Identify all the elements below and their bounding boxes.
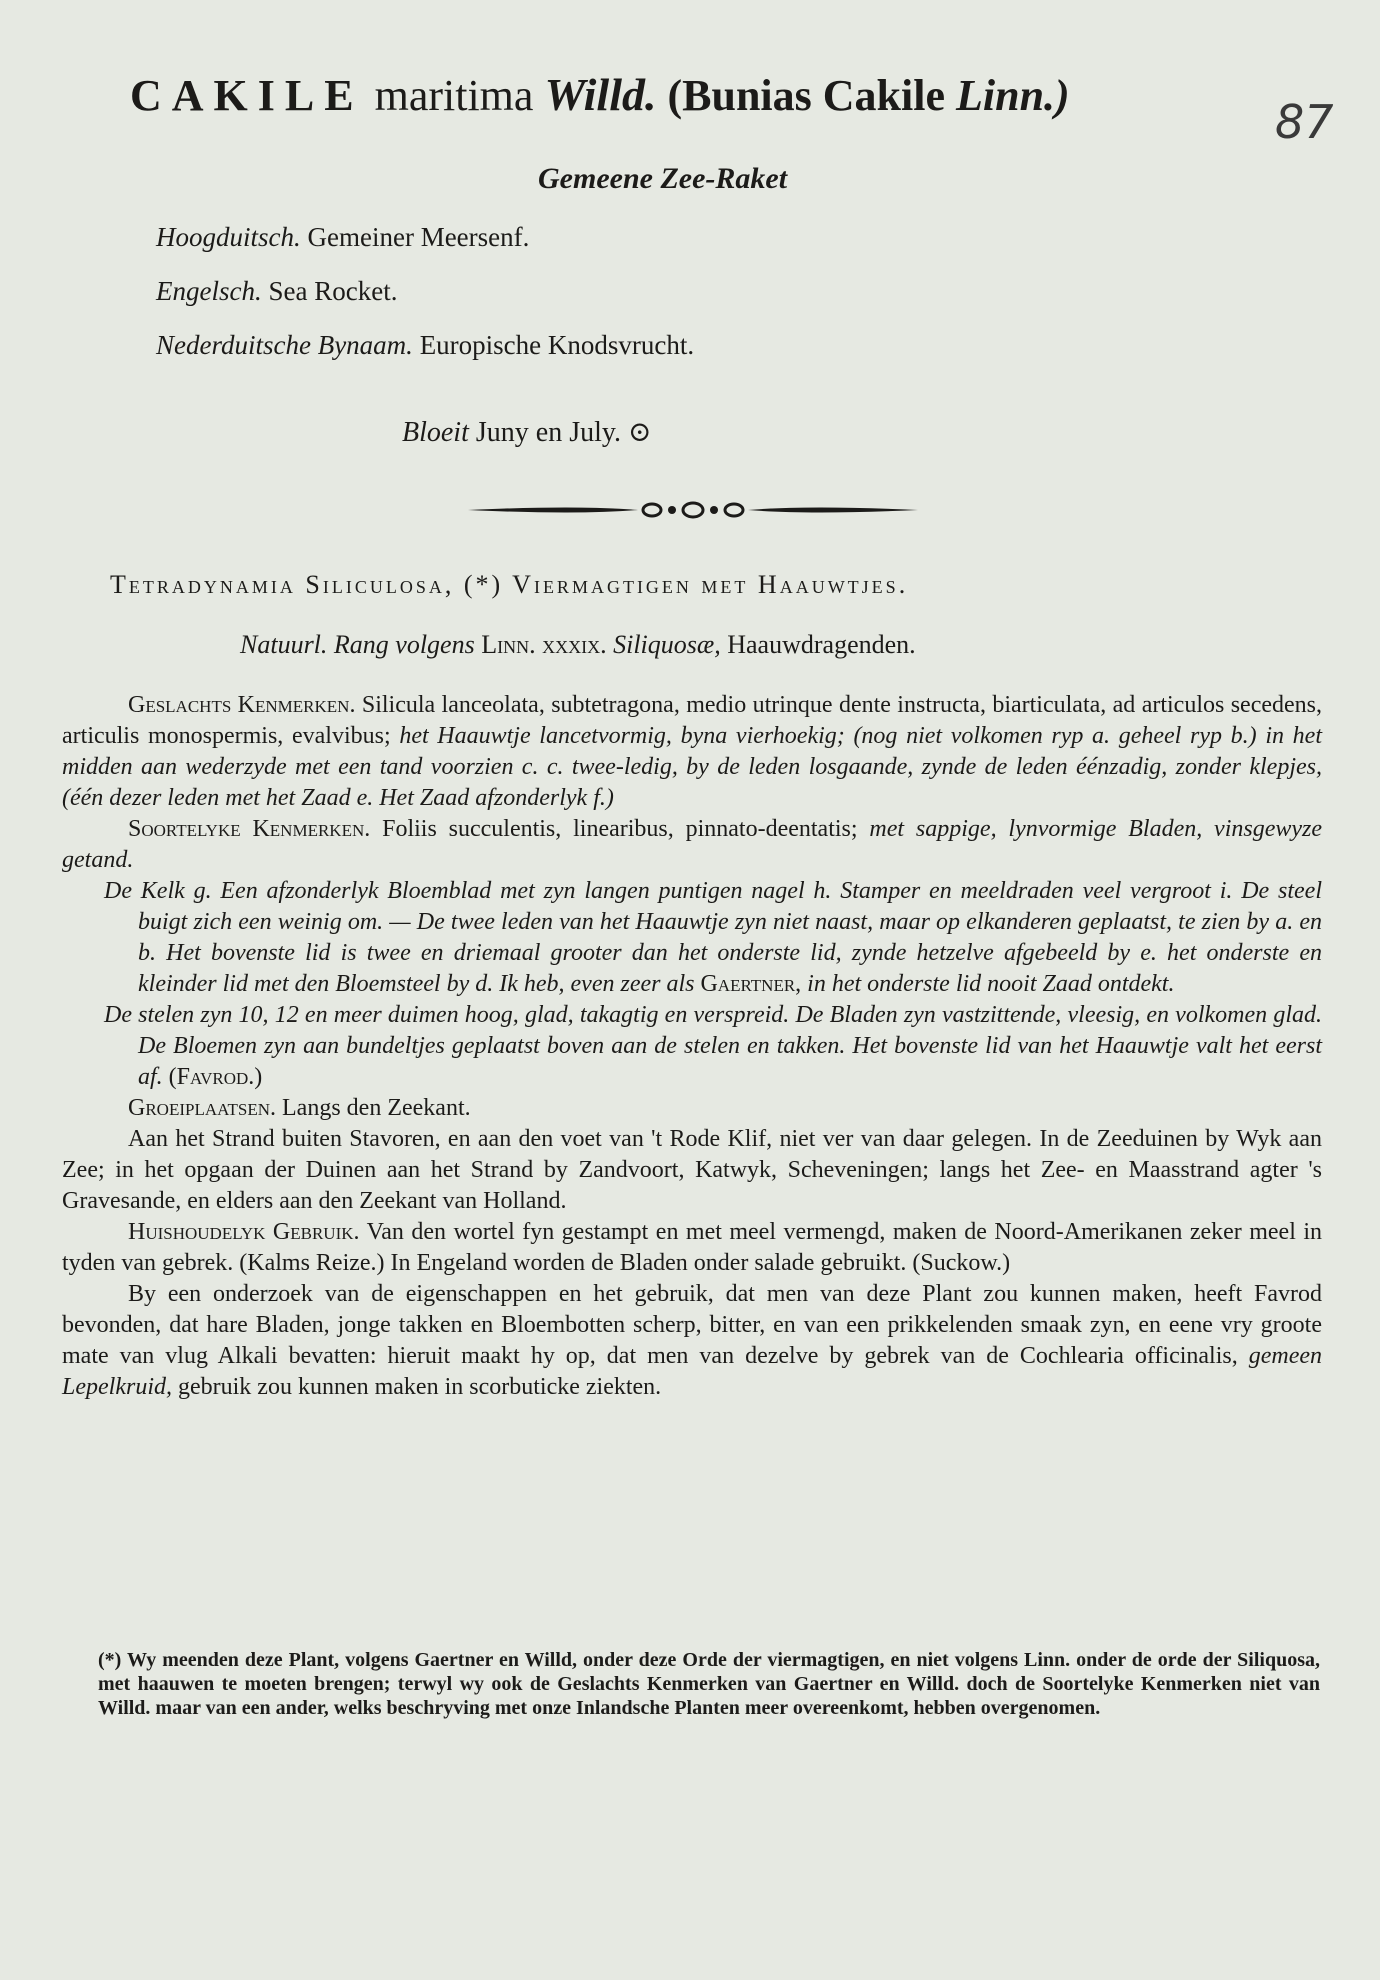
latin-text: Foliis succulentis, linearibus, pinnato-deentatis; <box>382 816 858 842</box>
paragraph-locations: Aan het Strand buiten Stavoren, en aan den voet van 't Rode Klif, niet ver van daar gelegen. In de Zeeduinen by Wyk aan Zee; in het opgaan der Duinen aan het Strand by Zandvoort, Katwyk, Scheveningen; langs het Zee- en Maasstrand agter 's Gravesande, en elders aan den Zeekant van Holland. <box>62 1126 1322 1214</box>
habitat-text: Langs den Zeekant. <box>282 1095 471 1121</box>
paragraph-habitat <box>62 1093 1322 1124</box>
page-title <box>130 68 1070 121</box>
name-german <box>156 222 529 253</box>
body-text <box>62 690 1322 1403</box>
kelk-text: De Kelk g. Een afzonderlyk Bloemblad met zyn langen puntigen nagel h. Stamper en meeldraden veel vergroot i. De steel buigt zich een weinig om. — De twee leden van het Haauwtje zyn niet naast, maar op elkanderen geplaatst, te zien by a. en b. Het bovenste lid is twee en driemaal grooter dan het onderste lid, zynde hetzelve afgebeeld by e. het onderste en kleinder lid met den Bloemsteel by d. Ik heb, even zeer als <box>104 878 1322 997</box>
research-text: By een onderzoek van de eigenschappen en het gebruik, dat men van deze Plant zou kunnen maken, heeft Favrod bevonden, dat hare Bladen, jonge takken en Bloembotten scherp, bitter, en van een prikkelenden smaak zyn, en eene vry groote mate van vlug Alkali bevatten: hieruit maakt hy op, dat men van dezelve by gebrek van de Cochlearia officinalis, <box>62 1281 1322 1369</box>
paragraph-kelk <box>62 876 1322 1000</box>
flowering-label: Bloeit <box>402 417 469 448</box>
kelk-end: in het onderste lid nooit Zaad ontdekt. <box>807 971 1175 997</box>
rank-dutch: Haauwdragenden. <box>727 630 916 659</box>
page-number: 87 <box>1275 95 1334 149</box>
ornament-divider <box>468 498 918 527</box>
natural-rank <box>240 630 916 660</box>
paragraph-species <box>62 814 1322 876</box>
name-english <box>156 276 397 307</box>
flowering <box>402 415 652 449</box>
rank-linn: Linn. xxxix. <box>481 630 607 659</box>
author-name: Gaertner, <box>700 971 802 997</box>
section-label: Soortelyke Kenmerken. <box>128 816 371 842</box>
name-lang: Nederduitsche Bynaam. <box>156 330 413 360</box>
rank-label: Natuurl. Rang volgens <box>240 630 475 659</box>
name-dutch-alt <box>156 330 694 361</box>
paragraph-stelen <box>62 1000 1322 1093</box>
footnote <box>98 1648 1320 1720</box>
stelen-text: De stelen zyn 10, 12 en meer duimen hoog, glad, takagtig en verspreid. De Bladen zyn vastzittende, vleesig, en volkomen glad. De Bloemen zyn aan bundeltjes geplaatst boven aan de stelen en takken. Het bovenste lid van het Haauwtje valt het eerst af. <box>104 1002 1322 1090</box>
footnote-text: (*) Wy meenden deze Plant, volgens Gaertner en Willd, onder deze Orde der viermagtigen, en niet volgens Linn. onder de orde der Siliquosa, met haauwen te moeten brengen; terwyl wy ook de Geslachts Kenmerken van Gaertner en Willd. doch de Soortelyke Kenmerken niet van Willd. maar van een ander, welks beschryving met onze Inlandsche Planten meer overeenkomt, hebben overgenomen. <box>98 1649 1320 1719</box>
research-italic: gemeen Lepelkruid, <box>62 1343 1323 1400</box>
name-lang: Hoogduitsch. <box>156 222 301 252</box>
paragraph-research <box>62 1279 1322 1403</box>
paragraph-use <box>62 1217 1322 1279</box>
species-name: maritima <box>374 71 534 120</box>
name-value: Sea Rocket. <box>268 276 398 306</box>
synonym-author: Linn.) <box>956 71 1070 120</box>
name-value: Europische Knodsvrucht. <box>419 330 695 360</box>
section-label: Geslachts Kenmerken. <box>128 692 356 718</box>
flowering-text: Juny en July. ⊙ <box>475 417 652 448</box>
name-lang: Engelsch. <box>156 276 262 306</box>
author-name: (Favrod.) <box>168 1064 263 1090</box>
section-label: Huishoudelyk Gebruik. <box>128 1219 360 1245</box>
research-end: gebruik zou kunnen maken in scorbuticke ziekten. <box>177 1374 662 1400</box>
rank-latin: Siliquosæ, <box>613 630 721 659</box>
synonym: (Bunias Cakile <box>667 71 945 120</box>
name-value: Gemeiner Meersenf. <box>307 222 530 252</box>
use-text: Van den wortel fyn gestampt en met meel vermengd, maken de Noord-Amerikanen zeker meel in tyden van gebrek. (Kalms Reize.) In Engeland worden de Bladen onder salade gebruikt. (Suckow.) <box>62 1219 1322 1276</box>
dutch-text: het Haauwtje lancetvormig, byna vierhoekig; (nog niet volkomen ryp a. geheel ryp b.) in het midden aan wederzyde met een tand voorzien c. c. twee-ledig, by de leden losgaande, zynde de leden éénzadig, zonder klepjes, (één dezer leden met het Zaad e. Het Zaad afzonderlyk f.) <box>62 723 1322 811</box>
species-author: Willd. <box>544 69 657 120</box>
dutch-name: Gemeene Zee-Raket <box>538 162 788 195</box>
classification: Tetradynamia Siliculosa, (*) Viermagtigen met Haauwtjes. <box>110 570 909 599</box>
genus-name: CAKILE <box>130 71 364 120</box>
dutch-text: met sappige, lynvormige Bladen, vinsgewyze getand. <box>62 816 1323 873</box>
section-label: Groeiplaatsen. <box>128 1095 277 1121</box>
latin-text: Silicula lanceolata, subtetragona, medio utrinque dente instructa, biarticulata, ad articulos secedens, articulis monospermis, evalvibus; <box>62 692 1323 749</box>
paragraph-genus <box>62 690 1322 814</box>
